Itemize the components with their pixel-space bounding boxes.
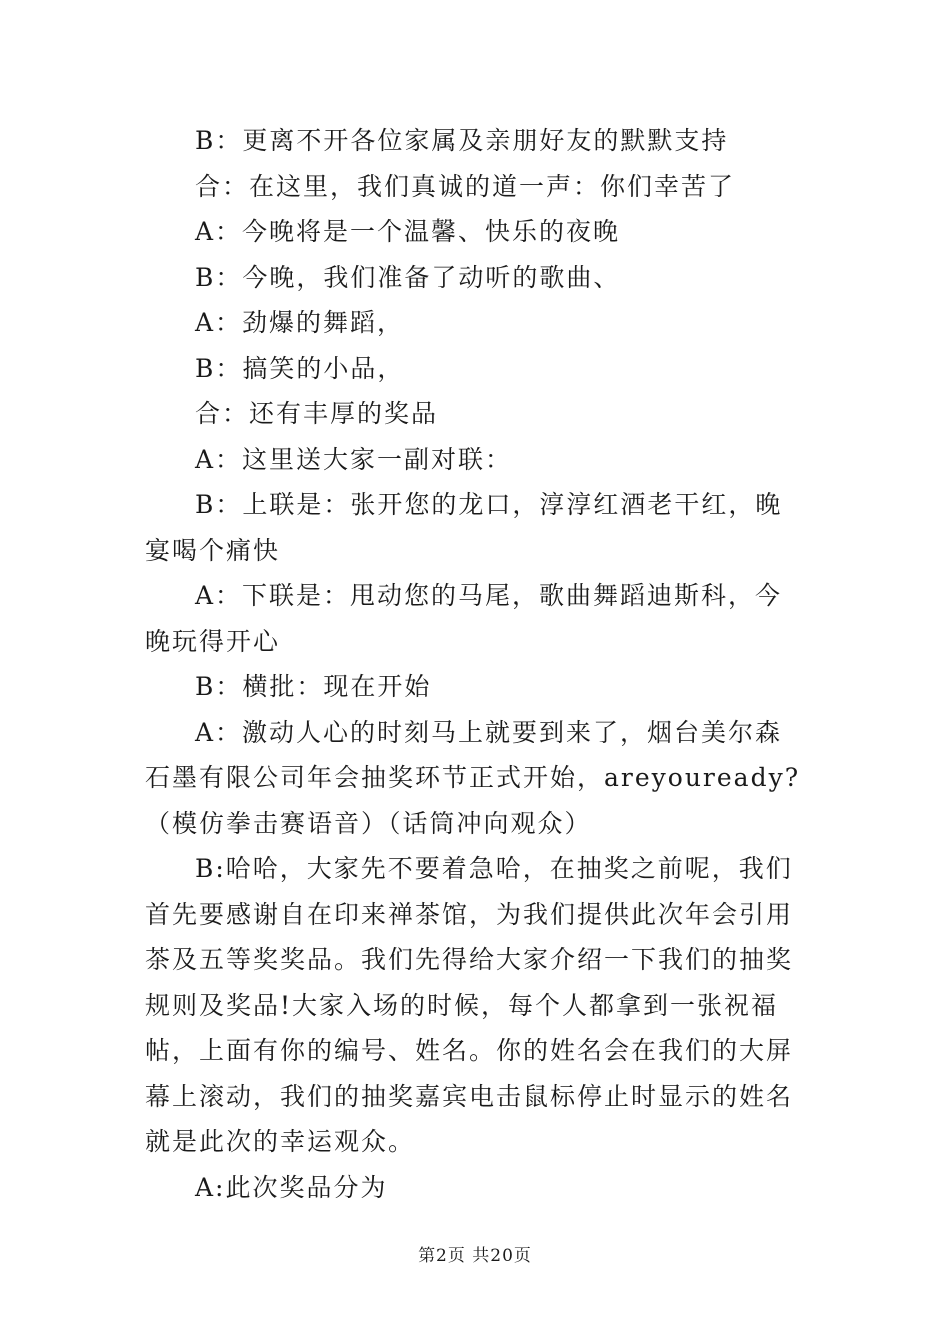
dialogue-line: B：横批：现在开始 [195, 672, 432, 701]
dialogue-line: A：劲爆的舞蹈， [195, 308, 405, 337]
dialogue-line: A：下联是：甩动您的马尾，歌曲舞蹈迪斯科，今晚玩得开心 [145, 581, 783, 656]
document-body [145, 118, 807, 1210]
dialogue-line: A：激动人心的时刻马上就要到来了，烟台美尔森石墨有限公司年会抽奖环节正式开始，areyouready?（模仿拳击赛语音）（话筒冲向观众） [145, 717, 801, 838]
dialogue-line: 合：在这里，我们真诚的道一声：你们幸苦了 [195, 171, 736, 201]
dialogue-line: B：今晚，我们准备了动听的歌曲、 [195, 262, 621, 292]
dialogue-line: 合：还有丰厚的奖品 [195, 399, 439, 428]
dialogue-line: A：今晚将是一个温馨、快乐的夜晚 [195, 217, 621, 246]
dialogue-line: A:此次奖品分为 [195, 1172, 388, 1202]
page-number-footer: 第2页 共20页 [418, 1246, 532, 1266]
dialogue-line: A：这里送大家一副对联： [195, 444, 513, 474]
dialogue-line: B：上联是：张开您的龙口，淳淳红酒老干红，晚宴喝个痛快 [145, 490, 783, 565]
dialogue-line: B:哈哈，大家先不要着急哈，在抽奖之前呢，我们首先要感谢自在印来禅茶馆，为我们提供此次年会引用茶及五等奖奖品。我们先得给大家介绍一下我们的抽奖规则及奖品!大家入场的时候，每个人都拿到一张祝福帖，上面有你的编号、姓名。你的姓名会在我们的大屏幕上滚动，我们的抽奖嘉宾电击鼠标停止时显示的姓名就是此次的幸运观众。 [145, 854, 794, 1156]
dialogue-line: B：搞笑的小品， [195, 353, 405, 383]
dialogue-line: B：更离不开各位家属及亲朋好友的默默支持 [195, 126, 729, 155]
